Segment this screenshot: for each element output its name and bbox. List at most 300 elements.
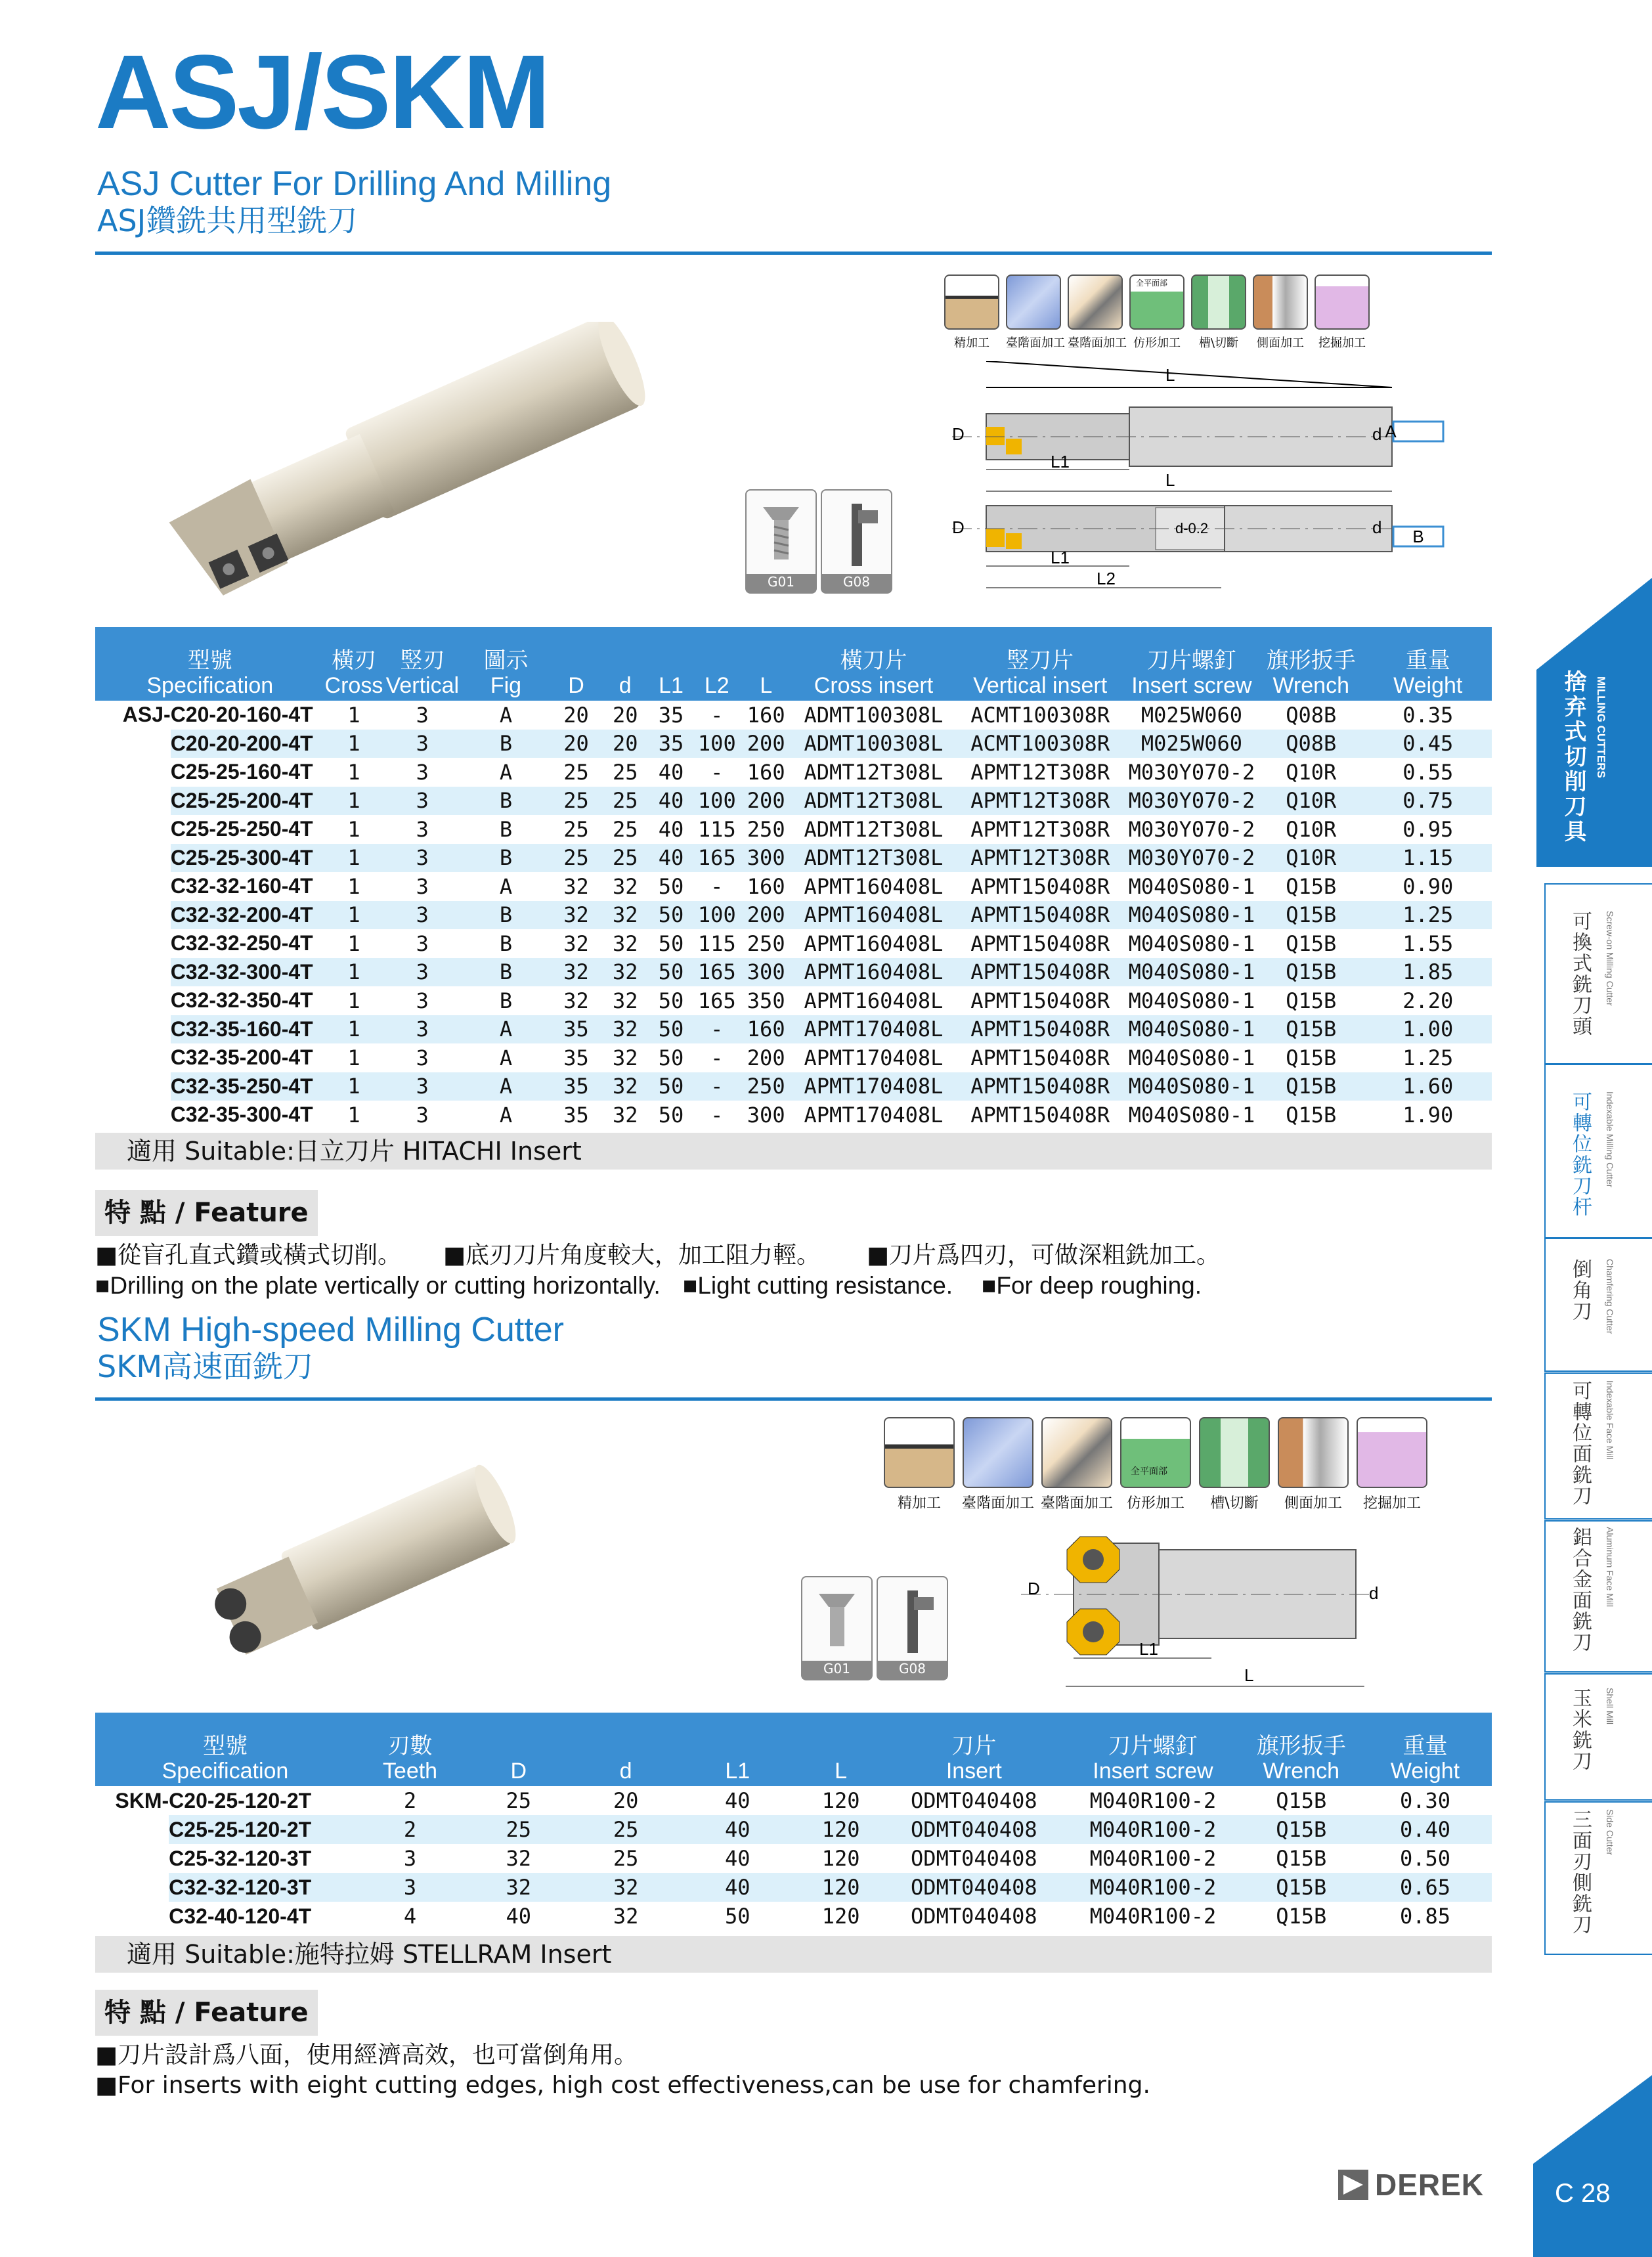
- table-cell: APMT150408R: [970, 873, 1110, 899]
- table-cell: 1: [347, 1045, 360, 1070]
- table-cell: APMT150408R: [970, 931, 1110, 956]
- asj-title-cn: ASJ鑽銑共用型銑刀: [97, 203, 358, 238]
- model-prefix: [95, 872, 171, 901]
- model-prefix: [95, 986, 171, 1015]
- table-row: [95, 730, 1492, 758]
- col-L: L: [740, 627, 793, 701]
- table-row: [95, 1015, 1492, 1044]
- svg-text:B: B: [1412, 527, 1424, 546]
- table-cell: 3: [355, 1873, 465, 1902]
- col-wrench: 旗形扳手 Wrench: [1244, 1713, 1359, 1786]
- table-cell: Q15B: [1244, 1873, 1359, 1902]
- table-cell: 32: [563, 931, 589, 956]
- table-cell: 50: [658, 988, 684, 1013]
- table-cell: 32: [550, 958, 603, 987]
- table-cell: 115: [697, 816, 736, 842]
- skm-suitable-note: 適用 Suitable:施特拉姆 STELLRAM Insert: [95, 1936, 1492, 1973]
- table-cell: 20: [602, 730, 648, 758]
- table-cell: 1: [347, 702, 360, 728]
- table-cell: Q10R: [1258, 844, 1364, 873]
- table-cell: 32: [612, 988, 638, 1013]
- table-cell: 0.35: [1402, 702, 1454, 728]
- table-cell: Q10R: [1258, 787, 1364, 816]
- table-cell: 120: [796, 1815, 886, 1844]
- table-cell: 160: [747, 873, 785, 899]
- asj-operation-icons: [944, 274, 1376, 351]
- table-cell: -: [694, 1072, 740, 1101]
- table-cell: Q15B: [1258, 958, 1364, 987]
- table-cell: 1: [347, 931, 360, 956]
- table-cell: A: [499, 873, 513, 899]
- table-cell: 32: [612, 873, 638, 899]
- model-cell: C20-20-200-4T: [171, 730, 325, 758]
- table-cell: APMT150408R: [955, 958, 1125, 987]
- skm-title-en: SKM High-speed Milling Cutter: [97, 1311, 564, 1349]
- table-cell: 25: [612, 816, 638, 842]
- table-cell: 1: [325, 1015, 383, 1044]
- col-weight: 重量 Weight: [1364, 627, 1492, 701]
- table-cell: 3: [416, 816, 429, 842]
- sidebar-tab-aluminum-face[interactable]: 鋁合金面銑刀 Aluminum Face Mill: [1544, 1520, 1652, 1673]
- table-cell: APMT170408L: [804, 1045, 944, 1070]
- sidebar-footer-shape: [1533, 2075, 1652, 2257]
- table-cell: 300: [747, 1102, 785, 1128]
- model-cell: C32-35-160-4T: [171, 1015, 325, 1044]
- table-cell: 32: [465, 1873, 572, 1902]
- model-cell: C32-40-120-4T: [169, 1904, 312, 1928]
- model-cell: C25-32-120-3T: [169, 1846, 312, 1870]
- model-prefix: [95, 1015, 171, 1044]
- table-cell: 3: [383, 1015, 462, 1044]
- table-cell: ODMT040408: [911, 1846, 1037, 1871]
- col-d: d: [602, 627, 648, 701]
- table-cell: A: [499, 702, 513, 728]
- model-prefix: [95, 1873, 169, 1902]
- table-cell: 32: [612, 1045, 638, 1070]
- table-cell: Q15B: [1286, 1045, 1337, 1070]
- model-cell: C20-25-120-2T: [169, 1788, 312, 1812]
- table-cell: 0.95: [1402, 816, 1454, 842]
- table-row: [95, 758, 1492, 787]
- table-cell: 50: [725, 1904, 750, 1929]
- table-cell: B: [499, 988, 513, 1013]
- table-cell: 200: [740, 901, 793, 930]
- table-cell: -: [710, 702, 724, 728]
- table-row: [95, 986, 1492, 1015]
- model-cell: C32-35-200-4T: [170, 1045, 313, 1070]
- brand-logo: [1338, 2167, 1484, 2202]
- table-cell: M030Y070-2: [1128, 759, 1255, 785]
- table-cell: 20: [613, 1788, 639, 1813]
- svg-text:D: D: [1028, 1579, 1040, 1598]
- table-cell: 3: [383, 958, 462, 987]
- table-cell: 1: [347, 816, 360, 842]
- table-row: [95, 929, 1492, 958]
- table-cell: 40: [506, 1904, 532, 1929]
- col-D: D: [465, 1713, 572, 1786]
- model-cell: C25-25-200-4T: [171, 787, 325, 816]
- table-cell: 3: [416, 1045, 429, 1070]
- model-cell: C25-25-300-4T: [171, 844, 325, 873]
- table-cell: 25: [613, 1846, 639, 1871]
- table-cell: M040R100-2: [1062, 1873, 1244, 1902]
- table-cell: 50: [648, 1015, 694, 1044]
- table-cell: ODMT040408: [911, 1904, 1037, 1929]
- sidebar-tab-indexable-face[interactable]: 可轉位面銑刀 Indexable Face Mill: [1544, 1372, 1652, 1520]
- table-row: [95, 701, 1492, 730]
- col-wrench: 旗形扳手 Wrench: [1258, 627, 1364, 701]
- table-cell: APMT12T308R: [970, 759, 1110, 785]
- asj-screw-accessory: [745, 489, 817, 594]
- svg-text:d: d: [1372, 517, 1382, 537]
- table-cell: 115: [697, 931, 736, 956]
- model-prefix: [95, 815, 171, 844]
- table-cell: 50: [658, 1102, 684, 1128]
- model-cell: C32-32-250-4T: [170, 931, 313, 955]
- table-cell: APMT160408L: [793, 958, 955, 987]
- table-cell: 120: [796, 1873, 886, 1902]
- model-prefix: [95, 929, 171, 958]
- table-cell: Q10R: [1286, 759, 1337, 785]
- svg-text:D: D: [952, 424, 965, 444]
- table-row: [95, 1043, 1492, 1072]
- col-vertical-insert: 竪刀片 Vertical insert: [955, 627, 1125, 701]
- asj-feature-cn: ■從盲孔直式鑽或橫式切削。 ■底刃刀片角度較大，加工阻力輕。 ■刀片爲四刃，可做深粗銑加工。: [95, 1242, 1221, 1269]
- table-cell: ODMT040408: [886, 1873, 1062, 1902]
- model-prefix: [95, 1815, 169, 1844]
- svg-text:d-0.2: d-0.2: [1175, 520, 1209, 537]
- table-cell: 25: [506, 1788, 532, 1813]
- table-cell: 200: [740, 730, 793, 758]
- table-cell: 120: [821, 1846, 860, 1871]
- table-cell: -: [710, 1045, 724, 1070]
- step-face-2-icon: 臺階面加工: [1068, 274, 1123, 351]
- table-cell: 32: [612, 931, 638, 956]
- table-cell: 32: [602, 901, 648, 930]
- pocketing-icon: 挖掘加工: [1315, 274, 1370, 351]
- col-insert-screw: 刀片螺釘 Insert screw: [1062, 1713, 1244, 1786]
- table-cell: 3: [383, 787, 462, 816]
- table-cell: 0.50: [1399, 1846, 1451, 1871]
- table-cell: ADMT12T308L: [793, 844, 955, 873]
- table-cell: 1: [325, 730, 383, 758]
- table-cell: 1: [325, 1072, 383, 1101]
- table-cell: 50: [648, 958, 694, 987]
- table-cell: 20: [612, 702, 638, 728]
- col-insert: 刀片 Insert: [886, 1713, 1062, 1786]
- table-row: [95, 1815, 1492, 1844]
- table-cell: B: [499, 931, 513, 956]
- asj-feature-heading: 特 點 / Feature: [95, 1190, 318, 1236]
- skm-feature-en: ■For inserts with eight cutting edges, high cost effectiveness,can be use for chamfering.: [95, 2072, 1150, 2099]
- table-cell: 40: [725, 1788, 750, 1813]
- table-cell: 32: [563, 988, 589, 1013]
- table-cell: 200: [747, 1045, 785, 1070]
- col-cross-insert: 橫刀片 Cross insert: [793, 627, 955, 701]
- table-cell: 50: [658, 931, 684, 956]
- table-cell: APMT150408R: [970, 1102, 1110, 1128]
- table-cell: 160: [740, 1015, 793, 1044]
- model-cell: C32-32-120-3T: [169, 1873, 355, 1902]
- table-cell: 50: [658, 1045, 684, 1070]
- page-number: C 28: [1555, 2179, 1611, 2208]
- table-row: [95, 844, 1492, 873]
- model-prefix: [95, 958, 171, 987]
- table-cell: 35: [658, 702, 684, 728]
- table-cell: APMT12T308R: [970, 816, 1110, 842]
- side-milling-icon: 側面加工: [1277, 1417, 1349, 1512]
- table-cell: 3: [383, 1072, 462, 1101]
- table-cell: 25: [550, 787, 603, 816]
- table-cell: A: [499, 1102, 513, 1128]
- table-cell: 250: [747, 816, 785, 842]
- table-cell: B: [462, 730, 550, 758]
- table-cell: 1: [347, 873, 360, 899]
- table-cell: APMT160408L: [804, 988, 944, 1013]
- table-cell: 1: [347, 1102, 360, 1128]
- table-cell: 35: [550, 1015, 603, 1044]
- table-cell: 32: [602, 1015, 648, 1044]
- col-insert-screw: 刀片螺釘 Insert screw: [1125, 627, 1258, 701]
- sidebar-tab-chamfering[interactable]: 倒角刀 Chamfering Cutter: [1544, 1238, 1652, 1372]
- table-row: [95, 1101, 1492, 1129]
- sidebar-tab-shell-mill[interactable]: 玉米銑刀 Shell Mill: [1544, 1673, 1652, 1801]
- table-cell: 1: [347, 759, 360, 785]
- svg-text:d: d: [1372, 424, 1382, 444]
- table-cell: M030Y070-2: [1125, 844, 1258, 873]
- table-cell: B: [462, 787, 550, 816]
- table-cell: 3: [416, 702, 429, 728]
- table-row: [95, 901, 1492, 930]
- table-cell: 50: [658, 873, 684, 899]
- table-cell: M040S080-1: [1125, 1015, 1258, 1044]
- table-row: [95, 1902, 1492, 1931]
- model-cell: C25-25-160-4T: [170, 760, 313, 784]
- table-cell: 200: [740, 787, 793, 816]
- table-cell: Q15B: [1258, 1072, 1364, 1101]
- table-cell: 4: [403, 1904, 417, 1929]
- table-cell: M040S080-1: [1128, 1045, 1255, 1070]
- table-cell: 300: [740, 958, 793, 987]
- table-cell: 25: [612, 759, 638, 785]
- model-cell: C25-25-120-2T: [169, 1815, 355, 1844]
- table-cell: 25: [550, 844, 603, 873]
- table-cell: 0.30: [1399, 1788, 1451, 1813]
- table-cell: 3: [383, 730, 462, 758]
- svg-text:L: L: [1165, 365, 1175, 385]
- table-row: [95, 1873, 1492, 1902]
- table-cell: APMT160408L: [793, 901, 955, 930]
- table-cell: ADMT100308L: [804, 702, 944, 728]
- asj-suitable-note: 適用 Suitable:日立刀片 HITACHI Insert: [95, 1133, 1492, 1170]
- table-cell: M030Y070-2: [1125, 787, 1258, 816]
- table-cell: 120: [821, 1788, 860, 1813]
- table-cell: Q15B: [1286, 1102, 1337, 1128]
- finishing-icon: 精加工: [944, 274, 999, 351]
- svg-text:A: A: [1385, 422, 1397, 441]
- table-cell: APMT150408R: [970, 988, 1110, 1013]
- pocketing-icon: 挖掘加工: [1356, 1417, 1428, 1512]
- table-cell: 35: [648, 730, 694, 758]
- table-cell: Q15B: [1276, 1904, 1327, 1929]
- table-row: [95, 815, 1492, 844]
- model-prefix: [95, 758, 171, 787]
- model-cell: C32-35-300-4T: [170, 1103, 313, 1127]
- sidebar-active-en: MILLING CUTTERS: [1595, 676, 1607, 778]
- table-cell: 3: [416, 931, 429, 956]
- table-cell: APMT160408L: [804, 931, 944, 956]
- wrench-code: G08: [822, 574, 891, 592]
- svg-text:L1: L1: [1139, 1639, 1158, 1659]
- table-cell: M040S080-1: [1125, 901, 1258, 930]
- table-cell: 250: [747, 931, 785, 956]
- table-cell: 25: [563, 816, 589, 842]
- table-cell: -: [710, 1102, 724, 1128]
- table-cell: 1.85: [1364, 958, 1492, 987]
- table-cell: M040S080-1: [1128, 1102, 1255, 1128]
- skm-spec-table: [95, 1713, 1492, 1931]
- table-cell: Q08B: [1258, 730, 1364, 758]
- table-cell: A: [499, 759, 513, 785]
- table-cell: ACMT100308R: [970, 702, 1110, 728]
- table-cell: Q15B: [1258, 1015, 1364, 1044]
- skm-operation-icons: [883, 1417, 1435, 1512]
- table-cell: 1: [325, 787, 383, 816]
- table-cell: 1: [325, 901, 383, 930]
- table-cell: M040S080-1: [1128, 873, 1255, 899]
- table-cell: ADMT12T308L: [804, 816, 944, 842]
- model-prefix: [95, 787, 171, 816]
- table-cell: 3: [416, 873, 429, 899]
- table-cell: B: [462, 901, 550, 930]
- grooving-icon: 槽\切斷: [1191, 274, 1246, 351]
- sidebar-tab-screw-on[interactable]: 可換式銑刀頭 Screw-on Milling Cutter: [1544, 883, 1652, 1064]
- table-cell: APMT150408R: [955, 1072, 1125, 1101]
- skm-technical-drawing: [1021, 1523, 1481, 1694]
- table-cell: 165: [697, 988, 736, 1013]
- table-row: [95, 1844, 1492, 1873]
- col-D: D: [550, 627, 603, 701]
- table-cell: 20: [550, 730, 603, 758]
- col-teeth: 刃數 Teeth: [355, 1713, 465, 1786]
- table-cell: 25: [465, 1815, 572, 1844]
- sidebar-active-cn: 捨弃式切削刀具: [1560, 670, 1586, 844]
- table-cell: 160: [747, 759, 785, 785]
- col-spec: 型號 Specification: [95, 1713, 355, 1786]
- header-divider: [95, 252, 1492, 255]
- table-cell: 165: [694, 958, 740, 987]
- table-cell: B: [462, 958, 550, 987]
- col-d: d: [572, 1713, 679, 1786]
- table-cell: Q15B: [1276, 1846, 1327, 1871]
- step-face-icon: 臺階面加工: [962, 1417, 1034, 1512]
- table-cell: 250: [740, 1072, 793, 1101]
- table-cell: 2.20: [1402, 988, 1454, 1013]
- table-cell: 32: [572, 1873, 679, 1902]
- skm-wrench-accessory: [877, 1576, 948, 1680]
- col-vertical: 竪刃 Vertical: [383, 627, 462, 701]
- page-title: ASJ/SKM: [95, 33, 549, 150]
- table-cell: ODMT040408: [911, 1788, 1037, 1813]
- table-cell: -: [694, 1015, 740, 1044]
- table-cell: 50: [648, 1072, 694, 1101]
- step-face-2-icon: 臺階面加工: [1041, 1417, 1113, 1512]
- table-cell: APMT170408L: [793, 1072, 955, 1101]
- model-cell: C32-32-160-4T: [170, 874, 313, 898]
- table-cell: A: [499, 1045, 513, 1070]
- profiling-icon: 全平面部 仿形加工: [1119, 1417, 1192, 1512]
- table-cell: 1.15: [1364, 844, 1492, 873]
- model-cell: C25-25-250-4T: [170, 817, 313, 841]
- finishing-icon: 精加工: [883, 1417, 955, 1512]
- table-cell: M025W060: [1141, 702, 1242, 728]
- model-prefix: [95, 1844, 169, 1873]
- table-cell: M040S080-1: [1128, 931, 1255, 956]
- grooving-icon: 槽\切斷: [1198, 1417, 1271, 1512]
- table-cell: 1: [347, 988, 360, 1013]
- table-cell: 1.90: [1402, 1102, 1454, 1128]
- table-cell: 3: [416, 1102, 429, 1128]
- table-cell: 100: [694, 787, 740, 816]
- table-cell: 32: [550, 901, 603, 930]
- table-cell: M040R100-2: [1089, 1788, 1217, 1813]
- model-prefix: [95, 1072, 171, 1101]
- table-cell: M040R100-2: [1089, 1846, 1217, 1871]
- asj-feature-en: ■Drilling on the plate vertically or cutting horizontally. ■Light cutting resistance. ■For deep roughing.: [95, 1272, 1202, 1299]
- table-cell: APMT150408R: [955, 901, 1125, 930]
- model-prefix: ASJ-: [122, 703, 171, 727]
- table-cell: 3: [416, 988, 429, 1013]
- table-cell: Q15B: [1276, 1788, 1327, 1813]
- model-prefix: SKM-: [115, 1788, 169, 1812]
- table-cell: ACMT100308R: [955, 730, 1125, 758]
- table-cell: 1: [325, 958, 383, 987]
- side-milling-icon: 側面加工: [1253, 274, 1308, 351]
- table-cell: 2: [403, 1788, 417, 1813]
- table-cell: APMT150408R: [970, 1045, 1110, 1070]
- model-cell: C32-35-250-4T: [171, 1072, 325, 1101]
- table-cell: 25: [563, 759, 589, 785]
- model-cell: C20-20-160-4T: [170, 703, 313, 727]
- model-prefix: [95, 730, 171, 758]
- table-cell: ADMT12T308L: [793, 787, 955, 816]
- table-cell: Q08B: [1286, 702, 1337, 728]
- table-cell: 1.25: [1364, 901, 1492, 930]
- model-prefix: [95, 844, 171, 873]
- derek-logo-icon: [1338, 2170, 1368, 2200]
- svg-text:L1: L1: [1051, 452, 1070, 471]
- asj-cutter-photo: [144, 322, 683, 598]
- model-prefix: [95, 1043, 171, 1072]
- table-cell: 3: [383, 901, 462, 930]
- svg-text:D: D: [952, 517, 965, 537]
- sidebar-tab-indexable-milling[interactable]: 可轉位銑刀杆 Indexable Milling Cutter: [1544, 1064, 1652, 1238]
- table-cell: 32: [602, 958, 648, 987]
- table-cell: 1.60: [1364, 1072, 1492, 1101]
- screw-code: G01: [802, 1661, 871, 1679]
- table-cell: 40: [648, 787, 694, 816]
- sidebar-tab-side-cutter[interactable]: 三面刃側銑刀 Side Cutter: [1544, 1801, 1652, 1955]
- skm-screw-accessory: [801, 1576, 873, 1680]
- table-cell: B: [462, 844, 550, 873]
- table-row: [95, 1072, 1492, 1101]
- table-row: [95, 872, 1492, 901]
- table-cell: 160: [747, 702, 785, 728]
- table-cell: 32: [612, 1102, 638, 1128]
- model-cell: C32-32-350-4T: [170, 988, 313, 1013]
- table-cell: 40: [725, 1846, 750, 1871]
- step-face-icon: 臺階面加工: [1006, 274, 1061, 351]
